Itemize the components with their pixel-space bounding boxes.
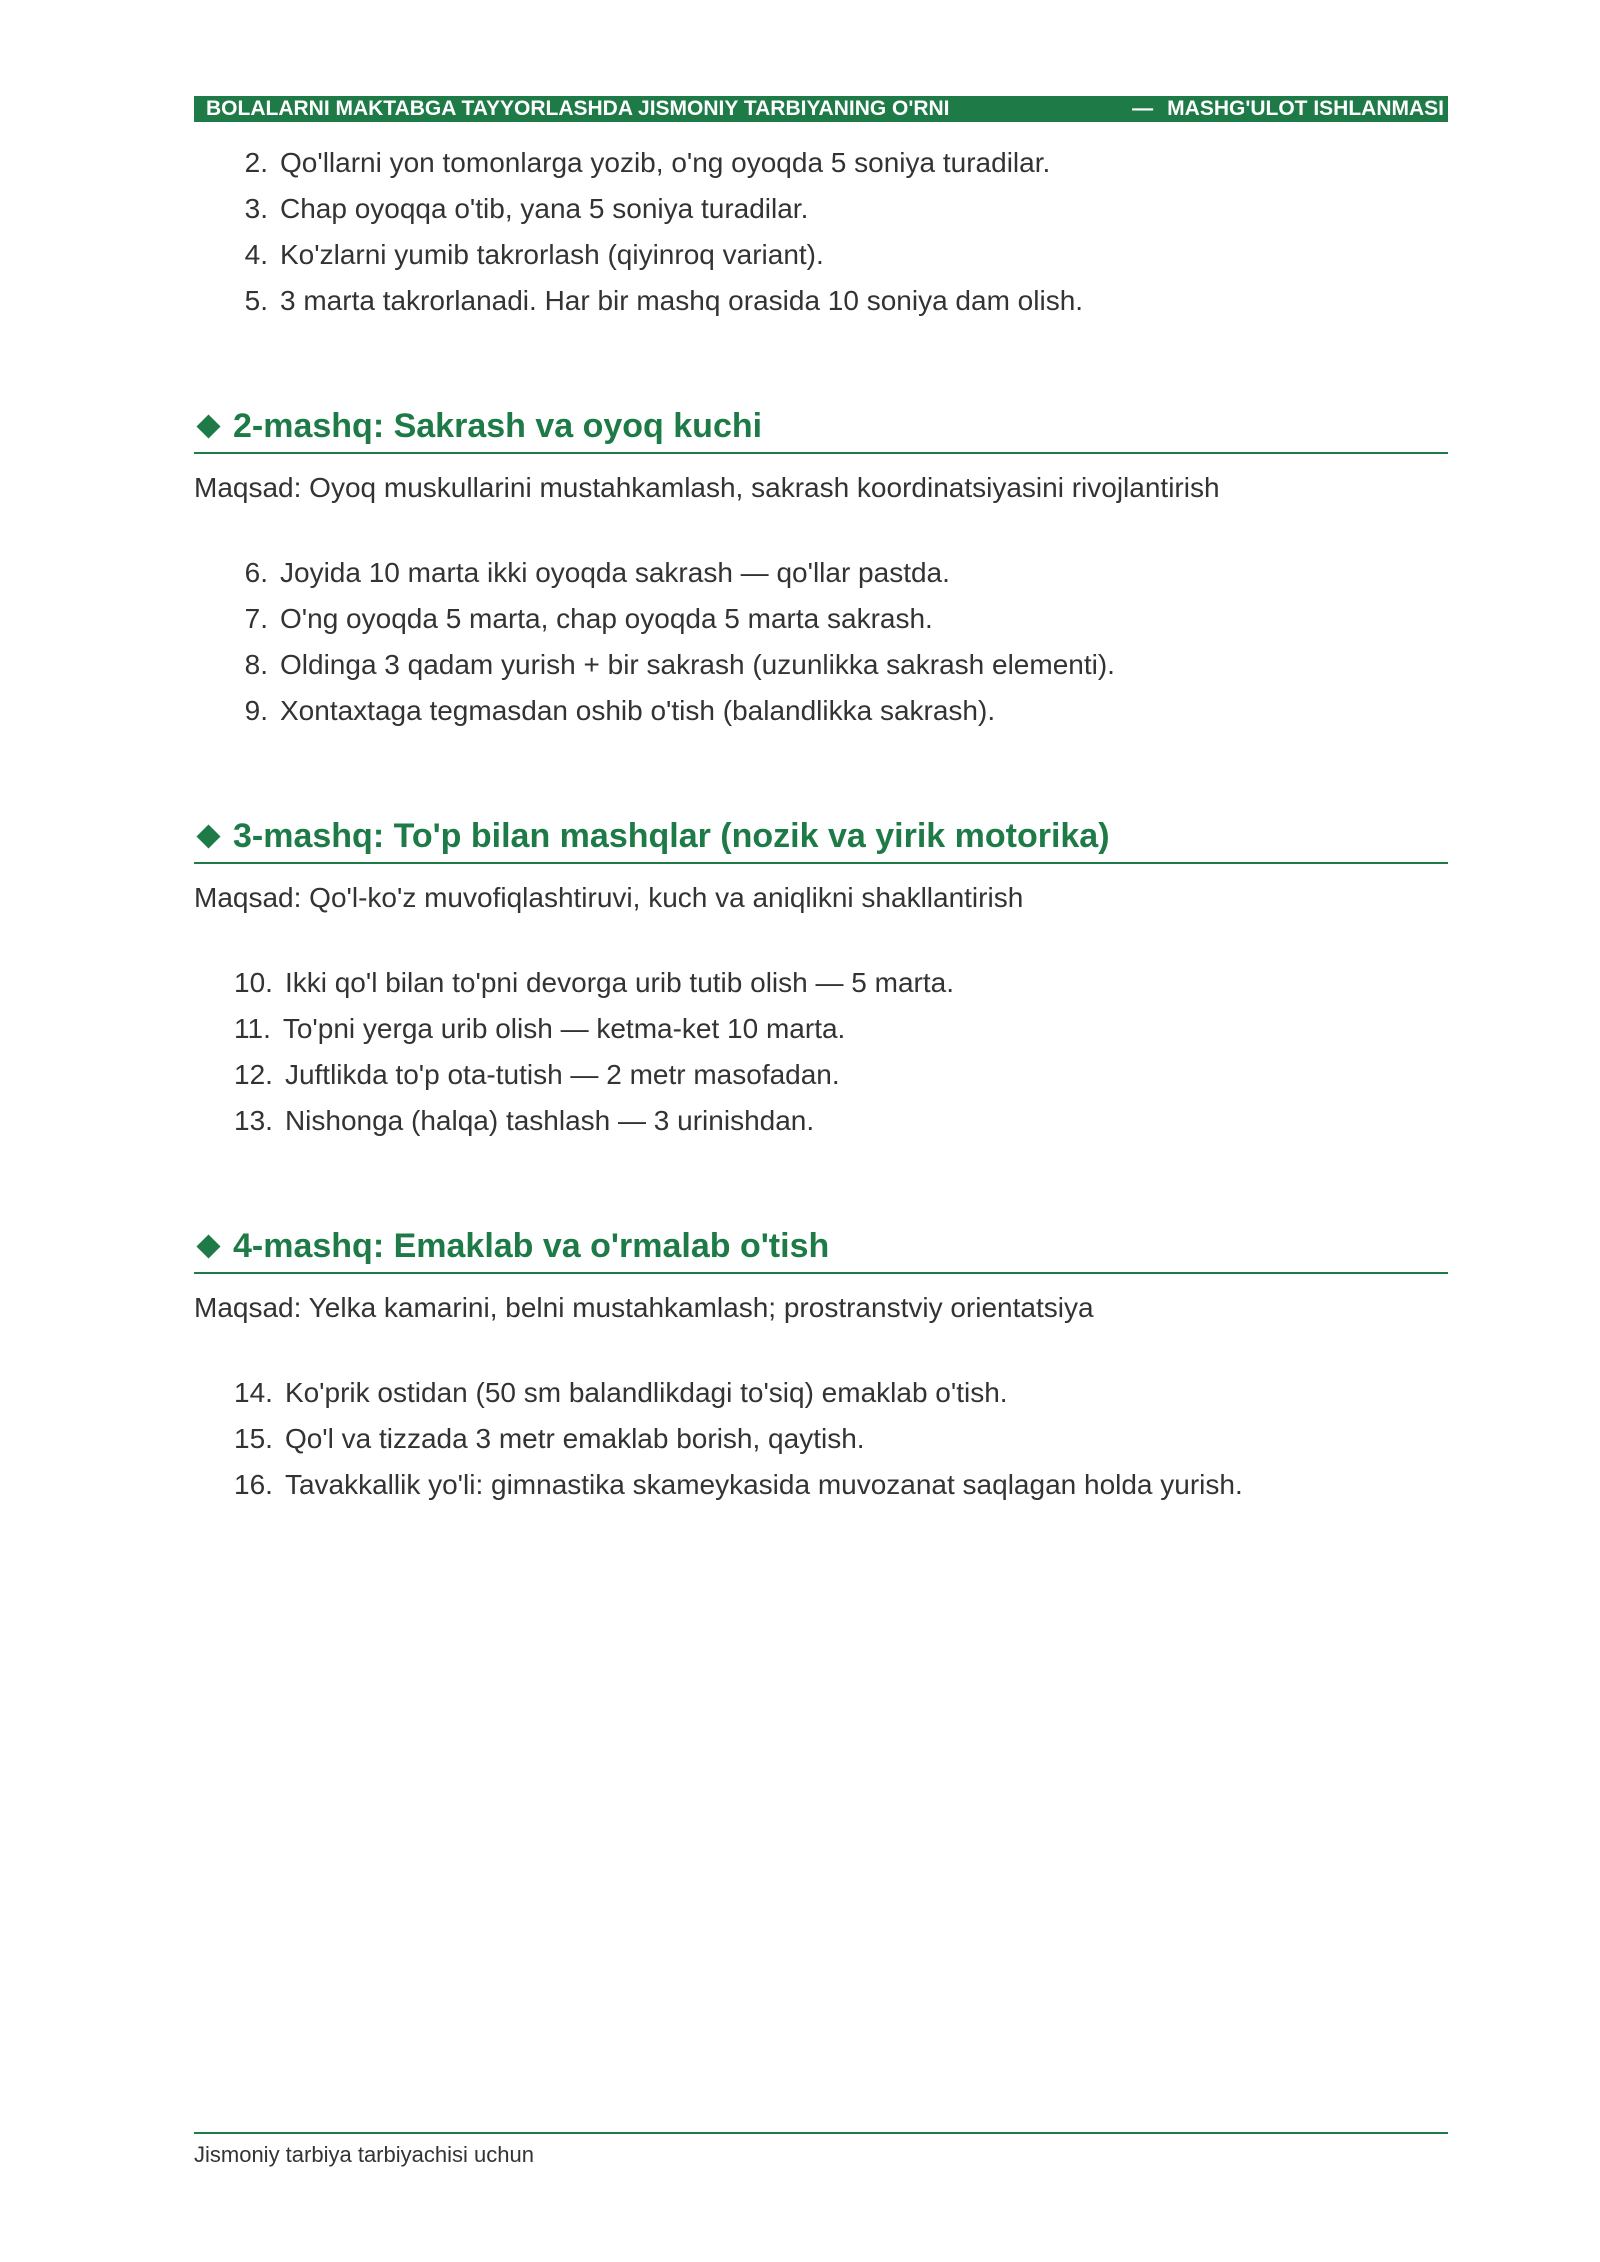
item-text: Qo'llarni yon tomonlarga yozib, o'ng oyoqda 5 soniya turadilar. xyxy=(280,147,1051,178)
item-number: 10. xyxy=(234,967,273,998)
item-text: 3 marta takrorlanadi. Har bir mashq orasida 10 soniya dam olish. xyxy=(280,285,1084,316)
item-number: 12. xyxy=(234,1059,273,1090)
item-text: Chap oyoqqa o'tib, yana 5 soniya turadilar. xyxy=(280,193,809,224)
item-text: Ko'zlarni yumib takrorlash (qiyinroq variant). xyxy=(280,239,824,270)
item-text: Tavakkallik yo'li: gimnastika skameykasida muvozanat saqlagan holda yurish. xyxy=(284,1469,1243,1500)
section-title: 4-mashq: Emaklab va o'rmalab o'tish xyxy=(233,1227,830,1265)
list-item xyxy=(194,1416,1448,1462)
exercise-section-3 xyxy=(194,814,1448,1144)
item-number: 13. xyxy=(234,1105,273,1136)
item-text: Nishonga (halqa) tashlash — 3 urinishdan. xyxy=(284,1105,815,1136)
item-text: Ikki qo'l bilan to'pni devorga urib tutib olish — 5 marta. xyxy=(284,967,954,998)
exercise-section-4 xyxy=(194,1224,1448,1508)
item-number: 8. xyxy=(244,649,268,680)
list-item xyxy=(194,232,1448,278)
item-number: 2. xyxy=(244,147,268,178)
list-item xyxy=(194,960,1448,1006)
section-goal: Maqsad: Oyoq muskullarini mustahkamlash, sakrash koordinatsiyasini rivojlantirish xyxy=(194,472,1220,503)
header-subtitle: MASHG'ULOT ISHLANMASI xyxy=(1167,97,1444,120)
diamond-bullet-icon xyxy=(196,824,220,848)
footer-text: Jismoniy tarbiya tarbiyachisi uchun xyxy=(194,2142,534,2167)
item-text: Qo'l va tizzada 3 metr emaklab borish, qaytish. xyxy=(284,1423,865,1454)
item-number: 16. xyxy=(234,1469,273,1500)
item-number: 3. xyxy=(244,193,268,224)
exercise-list xyxy=(194,550,1448,734)
list-item xyxy=(194,1098,1448,1144)
item-text: O'ng oyoqda 5 marta, chap oyoqda 5 marta sakrash. xyxy=(280,603,933,634)
item-number: 6. xyxy=(244,557,268,588)
page-content xyxy=(194,140,1448,1508)
item-number: 4. xyxy=(244,239,268,270)
list-item xyxy=(194,1462,1448,1508)
exercise-list xyxy=(194,1370,1448,1508)
list-item xyxy=(194,1006,1448,1052)
header-separator: — xyxy=(1132,97,1154,120)
item-text: Joyida 10 marta ikki oyoqda sakrash — qo'llar pastda. xyxy=(280,557,950,588)
list-item xyxy=(194,688,1448,734)
item-number: 5. xyxy=(244,285,268,316)
item-text: Oldinga 3 qadam yurish + bir sakrash (uzunlikka sakrash elementi). xyxy=(280,649,1115,680)
section-title: 3-mashq: To'p bilan mashqlar (nozik va yirik motorika) xyxy=(233,817,1110,855)
item-number: 14. xyxy=(234,1377,273,1408)
item-text: Xontaxtaga tegmasdan oshib o'tish (balandlikka sakrash). xyxy=(280,695,996,726)
list-item xyxy=(194,140,1448,186)
header-title: BOLALARNI MAKTABGA TAYYORLASHDA JISMONIY TARBIYANING O'RNI xyxy=(206,97,950,120)
section-title: 2-mashq: Sakrash va oyoq kuchi xyxy=(233,407,763,445)
list-item xyxy=(194,596,1448,642)
section-heading xyxy=(194,814,1448,864)
item-number: 7. xyxy=(244,603,268,634)
list-item xyxy=(194,1052,1448,1098)
diamond-bullet-icon xyxy=(196,414,220,438)
item-number: 11. xyxy=(234,1013,271,1044)
section-heading xyxy=(194,1224,1448,1274)
exercise-list xyxy=(194,960,1448,1144)
item-number: 15. xyxy=(234,1423,273,1454)
item-number: 9. xyxy=(244,695,268,726)
section-goal: Maqsad: Qo'l-ko'z muvofiqlashtiruvi, kuch va aniqlikni shakllantirish xyxy=(194,882,1024,913)
list-item xyxy=(194,642,1448,688)
running-header xyxy=(194,96,1448,122)
footer-divider xyxy=(194,2132,1448,2134)
list-item xyxy=(194,550,1448,596)
intro-list xyxy=(194,140,1448,324)
section-goal: Maqsad: Yelka kamarini, belni mustahkamlash; prostranstviy orientatsiya xyxy=(194,1292,1094,1323)
section-heading xyxy=(194,404,1448,454)
item-text: Juftlikda to'p ota-tutish — 2 metr masofadan. xyxy=(284,1059,840,1090)
list-item xyxy=(194,278,1448,324)
list-item xyxy=(194,1370,1448,1416)
item-text: To'pni yerga urib olish — ketma-ket 10 marta. xyxy=(282,1013,846,1044)
item-text: Ko'prik ostidan (50 sm balandlikdagi to'siq) emaklab o'tish. xyxy=(284,1377,1008,1408)
exercise-section-2 xyxy=(194,404,1448,734)
list-item xyxy=(194,186,1448,232)
diamond-bullet-icon xyxy=(196,1234,220,1258)
